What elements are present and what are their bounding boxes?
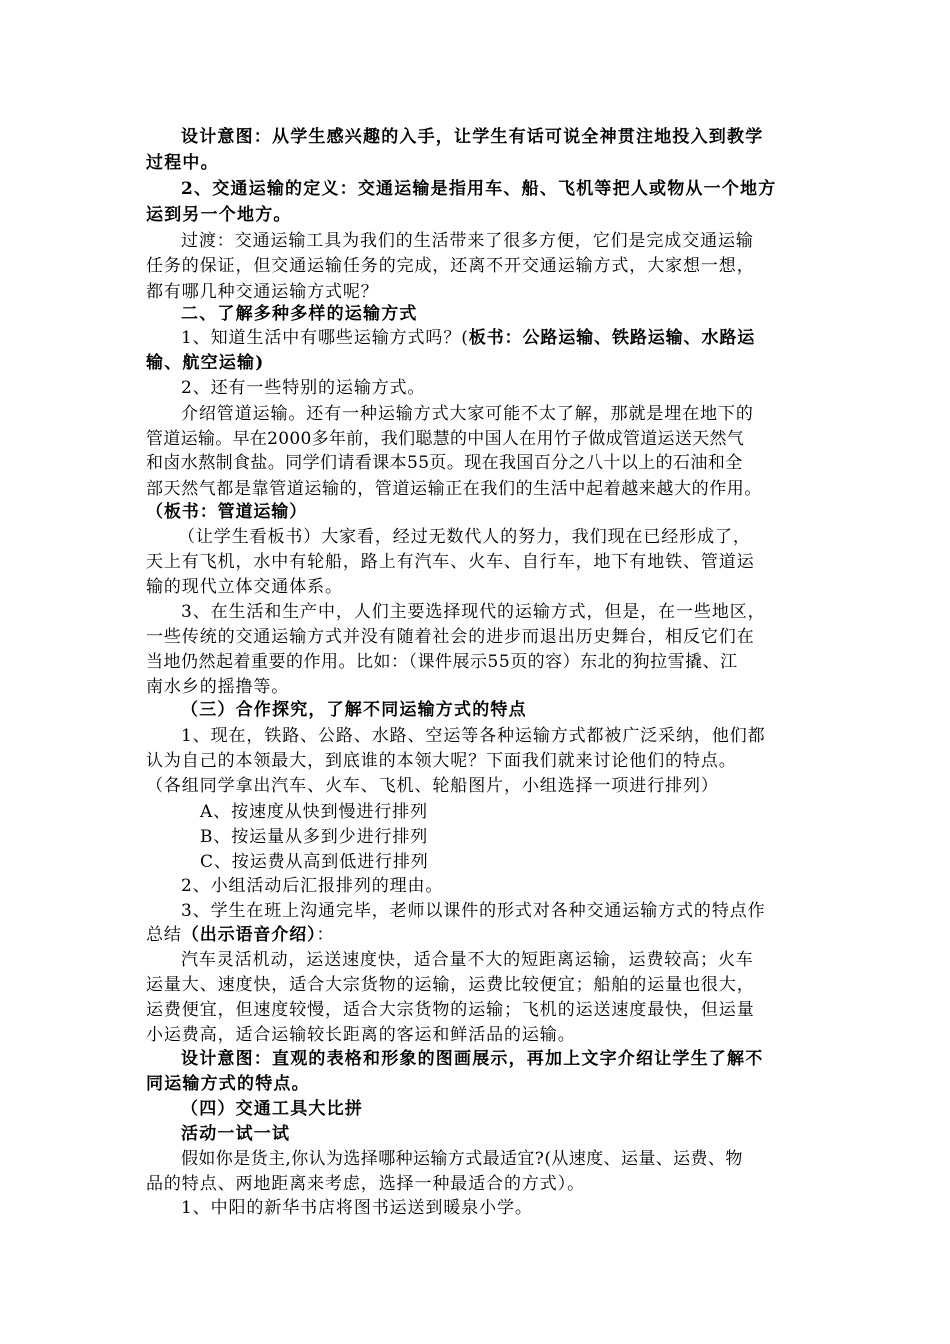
paragraph-design-intent-1: 设计意图：从学生感兴趣的入手，让学生有话可说全神贯注地投入到教学: [181, 127, 764, 147]
list-item-cost: C、按运费从高到低进行排列: [200, 852, 429, 872]
paragraph-design-intent-2-cont: 同运输方式的特点。: [146, 1074, 310, 1094]
paragraph-q1: [181, 326, 861, 350]
paragraph-transition: 过渡：交通运输工具为我们的生活带来了很多方便，它们是完成交通运输: [181, 231, 754, 251]
blackboard-note: 板书：公路运输、铁路运输、水路运: [468, 328, 756, 348]
paragraph-design-intent-1-cont: 过程中。: [146, 153, 219, 173]
paragraph-task-1: 1、中阳的新华书店将图书运送到暖泉小学。: [181, 1198, 533, 1218]
paragraph-q3-cont: 一些传统的交通运输方式并没有随着社会的进步而退出历史舞台，相反它们在: [146, 627, 755, 647]
summary-label: 总结: [146, 925, 182, 945]
paragraph-board-cont: 输的现代立体交通体系。: [146, 577, 343, 597]
paragraph-design-intent-2: 设计意图：直观的表格和形象的图画展示，再加上文字介绍让学生了解不: [181, 1049, 764, 1069]
section-heading-4: （四）交通工具大比拼: [181, 1099, 363, 1119]
paragraph-definition: 2、交通运输的定义：交通运输是指用车、船、飞机等把人或物从一个地方: [181, 179, 777, 199]
paragraph-pipeline: 介绍管道运输。还有一种运输方式大家可能不太了解，那就是埋在地下的: [181, 404, 754, 424]
paragraph-explore-cont: （各组同学拿出汽车、火车、飞机、轮船图片，小组选择一项进行排列）: [146, 776, 719, 796]
paragraph-q3: 3、在生活和生产中，人们主要选择现代的运输方式，但是，在一些地区，: [181, 602, 766, 622]
list-item-volume: B、按运量从多到少进行排列: [200, 827, 429, 847]
paragraph-q2: 2、还有一些特别的运输方式。: [181, 378, 426, 398]
paragraph-transition-cont: 任务的保证，但交通运输任务的完成，还离不开交通运输方式，大家想一想，: [146, 256, 755, 276]
paragraph-q1-text: 1、知道生活中有哪些运输方式吗？(: [181, 328, 469, 348]
paragraph-summary: 3、学生在班上沟通完毕，老师以课件的形式对各种交通运输方式的特点作: [181, 901, 766, 921]
paragraph-summary-cont: [146, 923, 826, 947]
list-item-speed: A、按速度从快到慢进行排列: [200, 802, 428, 822]
paragraph-pipeline-cont: 部天然气都是靠管道运输的，管道运输正在我们的生活中起着越来越大的作用。: [146, 479, 762, 499]
blackboard-note-cont: 输、航空运输): [146, 353, 265, 373]
paragraph-features-cont: 运费便宜，但速度较慢，适合大宗货物的运输；飞机的运送速度最快，但运量: [146, 1000, 755, 1020]
paragraph-definition-cont: 运到另一个地方。: [146, 205, 292, 225]
paragraph-transition-cont: 都有哪几种交通运输方式呢？: [146, 282, 379, 302]
section-heading-3: （三）合作探究，了解不同运输方式的特点: [181, 700, 527, 720]
paragraph-scenario: 假如你是货主,你认为选择哪种运输方式最适宜?(从速度、运量、运费、物: [181, 1149, 743, 1169]
paragraph-pipeline-cont: 管道运输。早在2000多年前，我们聪慧的中国人在用竹子做成管道运送天然气: [146, 429, 745, 449]
paragraph-features: 汽车灵活机动，运送速度快，适合量不大的短距离运输，运费较高；火车: [181, 950, 754, 970]
paragraph-features-cont: 小运费高，适合运输较长距离的客运和鲜活品的运输。: [146, 1025, 576, 1045]
section-heading-2: 二、了解多种多样的运输方式: [181, 304, 418, 324]
paragraph-scenario-cont: 品的特点、两地距离来考虑，选择一种最适合的方式）。: [146, 1174, 585, 1194]
activity-heading: 活动一试一试: [181, 1124, 291, 1144]
paragraph-q3-cont: 当地仍然起着重要的作用。比如：（课件展示55页的容）东北的狗拉雪撬、江: [146, 652, 738, 672]
paragraph-pipeline-cont: 和卤水熬制食盐。同学们请看课本55页。现在我国百分之八十以上的石油和全: [146, 453, 743, 473]
summary-colon: ：: [316, 925, 335, 945]
paragraph-report: 2、小组活动后汇报排列的理由。: [181, 876, 444, 896]
paragraph-features-cont: 运量大、速度快，适合大宗货物的运输，运费比较便宜；船舶的运量也很大，: [146, 975, 755, 995]
blackboard-note-pipeline: （板书：管道运输）: [146, 502, 308, 522]
paragraph-q3-cont: 南水乡的摇撸等。: [146, 677, 290, 697]
paragraph-explore-cont: 认为自己的本领最大，到底谁的本领大呢？下面我们就来讨论他们的特点。: [146, 751, 737, 771]
paragraph-board: （让学生看板书）大家看，经过无数代人的努力，我们现在已经形成了，: [178, 527, 751, 547]
paragraph-board-cont: 天上有飞机，水中有轮船，路上有汽车、火车、自行车，地下有地铁、管道运: [146, 552, 755, 572]
voice-intro-note: （出示语音介绍）: [181, 925, 317, 945]
paragraph-explore: 1、现在，铁路、公路、水路、空运等各种运输方式都被广泛采纳，他们都: [181, 726, 766, 746]
